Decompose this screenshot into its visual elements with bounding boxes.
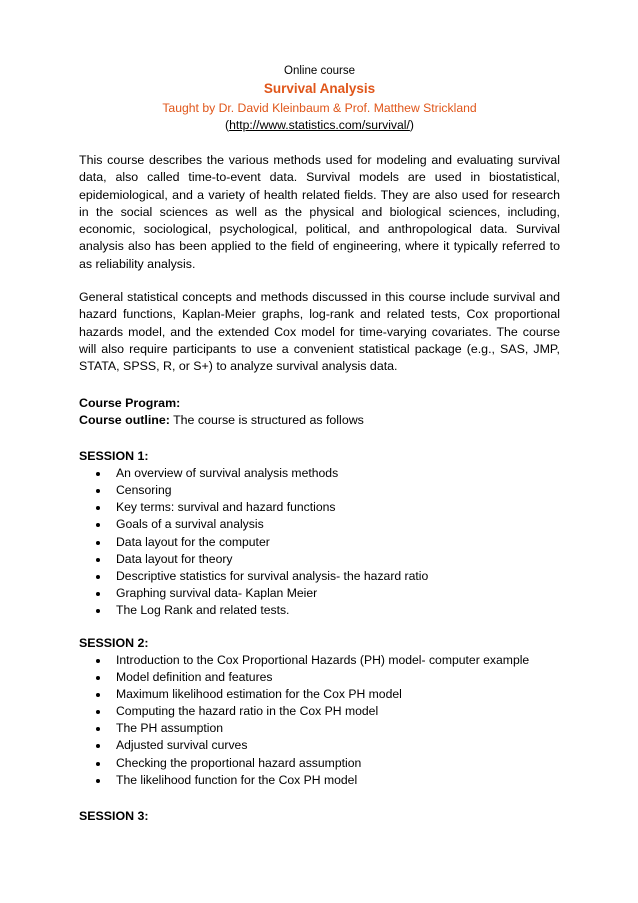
bullet-icon [96,710,100,714]
bullet-icon [96,779,100,783]
topic-list-item [79,737,560,754]
course-kicker: Online course [284,65,355,77]
topic-list-item [79,720,560,737]
concepts-paragraph: General statistical concepts and methods discussed in this course include survival and hazard functions, Kaplan-Meier graphs, log-rank and related tests, Cox proportional hazards model, and the extended Cox model for time-varying covariates. The course will also require participants to use a convenient statistical package (e.g., SAS, JMP, STATA, SPSS, R, or S+) to analyze survival analysis data. [79,290,560,374]
topic-list-item [79,772,560,789]
session-2 [79,635,560,789]
bullet-icon [96,523,100,527]
description-paragraph: This course describes the various methods used for modeling and evaluating survival data, also called time-to-event data. Survival models are used in biostatistical, epidemiological, and a variety of health related fields. They are also used for research in the social sciences as well as the physical and biological sciences, including, economic, sociological, psychological, political, and anthropological data. Survival analysis also has been applied to the field of engineering, where it typically referred to as reliability analysis. [79,153,560,271]
session-label: SESSION 1: [79,449,149,464]
topic-text: Graphing survival data- Kaplan Meier [116,585,318,600]
session-label: SESSION 3: [79,808,149,823]
outline-line [79,412,560,429]
topic-list-item [79,551,560,568]
course-program [79,395,560,430]
course-title: Survival Analysis [263,81,376,96]
topic-list-item [79,482,560,499]
outline-text: The course is structured as follows [169,412,364,427]
sessions-container [79,448,560,825]
topic-list-item [79,534,560,551]
bullet-icon [96,762,100,766]
bullet-icon [96,609,100,613]
topic-text: Introduction to the Cox Proportional Hazards (PH) model- computer example [116,653,530,667]
topic-text: Model definition and features [116,670,273,685]
topic-text: The likelihood function for the Cox PH model [116,772,358,787]
bullet-icon [96,693,100,697]
topic-list-item [79,703,560,720]
topic-list-item [79,465,560,482]
topic-list-item [79,669,560,686]
course-instructors: Taught by Dr. David Kleinbaum & Prof. Matthew Strickland [162,101,477,115]
bullet-icon [96,541,100,545]
session-3 [79,808,560,825]
session-label: SESSION 2: [79,636,149,650]
outline-label: Course outline: [79,412,170,427]
topic-list-item [79,585,560,602]
topic-text: The Log Rank and related tests. [116,602,290,617]
topic-text: Key terms: survival and hazard functions [116,500,336,515]
bullet-icon [96,592,100,596]
topic-text: The PH assumption [116,721,224,736]
session-topic-list [79,652,560,789]
topic-text: Data layout for theory [116,551,233,566]
topic-text: Maximum likelihood estimation for the Cox PH model [116,687,402,702]
session-1 [79,448,560,619]
program-heading: Course Program: [79,395,181,410]
bullet-icon [96,506,100,510]
bullet-icon [96,744,100,748]
bullet-icon [96,472,100,476]
url-open-paren: ( [225,118,230,132]
document-page [79,64,560,825]
topic-list-item [79,686,560,703]
topic-text: Data layout for the computer [116,534,270,549]
topic-text: Descriptive statistics for survival analysis- the hazard ratio [116,568,429,583]
url-close-paren: ) [409,118,414,132]
bullet-icon [96,489,100,493]
bullet-icon [96,727,100,731]
topic-text: Censoring [116,483,172,498]
topic-list-item [79,652,560,669]
topic-text: Goals of a survival analysis [116,517,264,532]
topic-text: An overview of survival analysis methods [116,466,339,481]
session-topic-list [79,465,560,619]
topic-list-item [79,602,560,619]
bullet-icon [96,659,100,663]
course-url-line [79,117,560,134]
topic-list-item [79,499,560,516]
bullet-icon [96,575,100,579]
topic-list-item [79,568,560,585]
bullet-icon [96,558,100,562]
topic-text: Checking the proportional hazard assumption [116,755,362,770]
topic-list-item [79,755,560,772]
course-url-link[interactable]: http://www.statistics.com/survival/ [229,118,410,132]
topic-text: Computing the hazard ratio in the Cox PH model [116,704,379,719]
topic-list-item [79,516,560,533]
topic-text: Adjusted survival curves [116,738,248,753]
bullet-icon [96,676,100,680]
